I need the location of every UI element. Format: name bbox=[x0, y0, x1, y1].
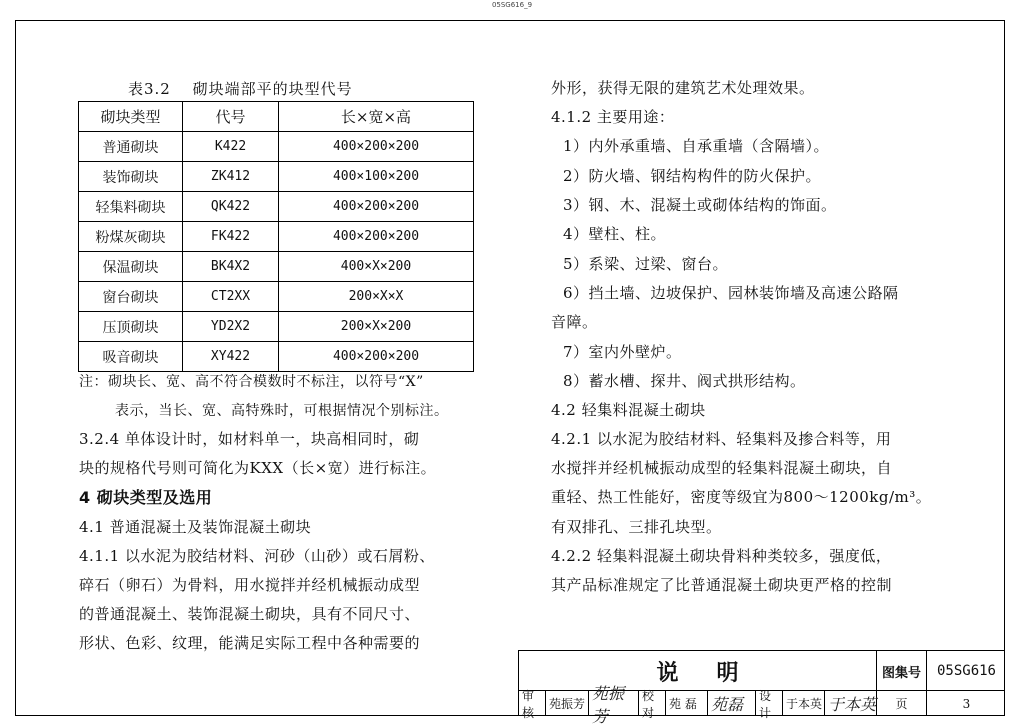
dimension-cell: 400×200×200 bbox=[279, 342, 474, 372]
block-type-cell: 轻集料砌块 bbox=[79, 192, 183, 222]
checker-signature: 苑磊 bbox=[708, 691, 756, 716]
list-item: 4）壁柱、柱。 bbox=[563, 225, 667, 243]
block-code-cell: ZK412 bbox=[183, 162, 279, 192]
section-heading: 4 砌块类型及选用 bbox=[79, 488, 213, 507]
dimension-cell: 400×200×200 bbox=[279, 132, 474, 162]
block-type-cell: 装饰砌块 bbox=[79, 162, 183, 192]
block-code-cell: BK4X2 bbox=[183, 252, 279, 282]
review-label: 审核 bbox=[519, 691, 546, 716]
dimension-cell: 400×100×200 bbox=[279, 162, 474, 192]
paragraph: 碎石（卵石）为骨料，用水搅拌并经机械振动成型 bbox=[79, 576, 421, 594]
subsection-heading: 4.1.2 主要用途： bbox=[551, 108, 675, 126]
list-item: 5）系梁、过梁、窗台。 bbox=[563, 255, 729, 273]
paragraph: 其产品标准规定了比普通混凝土砌块更严格的控制 bbox=[551, 576, 893, 594]
designer-signature: 于本英 bbox=[825, 691, 877, 716]
table-row bbox=[79, 132, 474, 162]
page-label: 页 bbox=[877, 691, 927, 716]
list-item: 3）钢、木、混凝土或砌体结构的饰面。 bbox=[563, 196, 837, 214]
paragraph: 4.1.1 以水泥为胶结材料、河砂（山砂）或石屑粉、 bbox=[79, 547, 435, 565]
list-item-continued: 音障。 bbox=[551, 313, 598, 331]
paragraph: 块的规格代号则可简化为KXX（长×宽）进行标注。 bbox=[79, 459, 437, 477]
column-header: 砌块类型 bbox=[79, 102, 183, 132]
dimension-cell: 200×X×200 bbox=[279, 312, 474, 342]
atlas-number: 05SG616 bbox=[936, 663, 996, 679]
design-label: 设计 bbox=[756, 691, 783, 716]
dimension-cell: 200×X×X bbox=[279, 282, 474, 312]
page-number: 3 bbox=[962, 696, 971, 711]
block-type-cell: 粉煤灰砌块 bbox=[79, 222, 183, 252]
title-block-sign-row bbox=[518, 683, 1005, 726]
column-header: 长×宽×高 bbox=[279, 102, 474, 132]
block-type-cell: 窗台砌块 bbox=[79, 282, 183, 312]
list-item: 7）室内外壁炉。 bbox=[563, 343, 682, 361]
list-item: 8）蓄水槽、探井、阀式拱形结构。 bbox=[563, 372, 806, 390]
atlas-number-label: 图集号 bbox=[877, 651, 927, 691]
page-id: 05SG616_9 bbox=[491, 1, 533, 9]
table-row bbox=[79, 342, 474, 372]
dimension-cell: 400×200×200 bbox=[279, 192, 474, 222]
paragraph: 有双排孔、三排孔块型。 bbox=[551, 518, 722, 536]
block-code-cell: FK422 bbox=[183, 222, 279, 252]
checker-name: 苑 磊 bbox=[666, 691, 708, 716]
block-code-cell: QK422 bbox=[183, 192, 279, 222]
reviewer-signature: 苑振芳 bbox=[589, 691, 639, 716]
block-code-cell: YD2X2 bbox=[183, 312, 279, 342]
subsection-heading: 4.2 轻集料混凝土砌块 bbox=[551, 401, 706, 419]
block-code-cell: K422 bbox=[183, 132, 279, 162]
table-note: 表示，当长、宽、高特殊时，可根据情况个别标注。 bbox=[115, 403, 449, 419]
table-row bbox=[79, 282, 474, 312]
table-row bbox=[79, 312, 474, 342]
list-item: 1）内外承重墙、自承重墙（含隔墙）。 bbox=[563, 137, 830, 155]
designer-name: 于本英 bbox=[783, 691, 825, 716]
list-item: 2）防火墙、钢结构构件的防火保护。 bbox=[563, 167, 822, 185]
block-type-cell: 普通砌块 bbox=[79, 132, 183, 162]
table-title: 表3.2 砌块端部平的块型代号 bbox=[128, 80, 353, 98]
block-code-cell: CT2XX bbox=[183, 282, 279, 312]
title-block bbox=[518, 650, 1005, 726]
table-header-row bbox=[79, 102, 474, 132]
block-type-cell: 吸音砌块 bbox=[79, 342, 183, 372]
paragraph: 外形，获得无限的建筑艺术处理效果。 bbox=[551, 79, 815, 97]
reviewer-name: 苑振芳 bbox=[546, 691, 589, 716]
table-row bbox=[79, 162, 474, 192]
block-code-table bbox=[78, 101, 474, 372]
paragraph: 形状、色彩、纹理，能满足实际工程中各种需要的 bbox=[79, 634, 421, 652]
check-label: 校对 bbox=[639, 691, 666, 716]
column-header: 代号 bbox=[183, 102, 279, 132]
paragraph: 4.2.2 轻集料混凝土砌块骨料种类较多，强度低， bbox=[551, 547, 892, 565]
paragraph: 4.2.1 以水泥为胶结材料、轻集料及掺合料等，用 bbox=[551, 430, 892, 448]
dimension-cell: 400×200×200 bbox=[279, 222, 474, 252]
list-item: 6）挡土墙、边坡保护、园林装饰墙及高速公路隔 bbox=[563, 284, 899, 302]
dimension-cell: 400×X×200 bbox=[279, 252, 474, 282]
block-type-cell: 压顶砌块 bbox=[79, 312, 183, 342]
drawing-title: 说明 bbox=[519, 651, 877, 691]
table-row bbox=[79, 252, 474, 282]
paragraph: 重轻、热工性能好，密度等级宜为800～1200kg/m³。 bbox=[551, 488, 932, 506]
paragraph: 的普通混凝土、装饰混凝土砌块，具有不同尺寸、 bbox=[79, 605, 421, 623]
table-row bbox=[79, 192, 474, 222]
table-note: 注：砌块长、宽、高不符合模数时不标注，以符号“X” bbox=[79, 374, 424, 390]
paragraph: 3.2.4 单体设计时，如材料单一，块高相同时，砌 bbox=[79, 430, 420, 448]
block-type-cell: 保温砌块 bbox=[79, 252, 183, 282]
block-code-cell: XY422 bbox=[183, 342, 279, 372]
table-row bbox=[79, 222, 474, 252]
paragraph: 水搅拌并经机械振动成型的轻集料混凝土砌块，自 bbox=[551, 459, 893, 477]
subsection-heading: 4.1 普通混凝土及装饰混凝土砌块 bbox=[79, 518, 312, 536]
